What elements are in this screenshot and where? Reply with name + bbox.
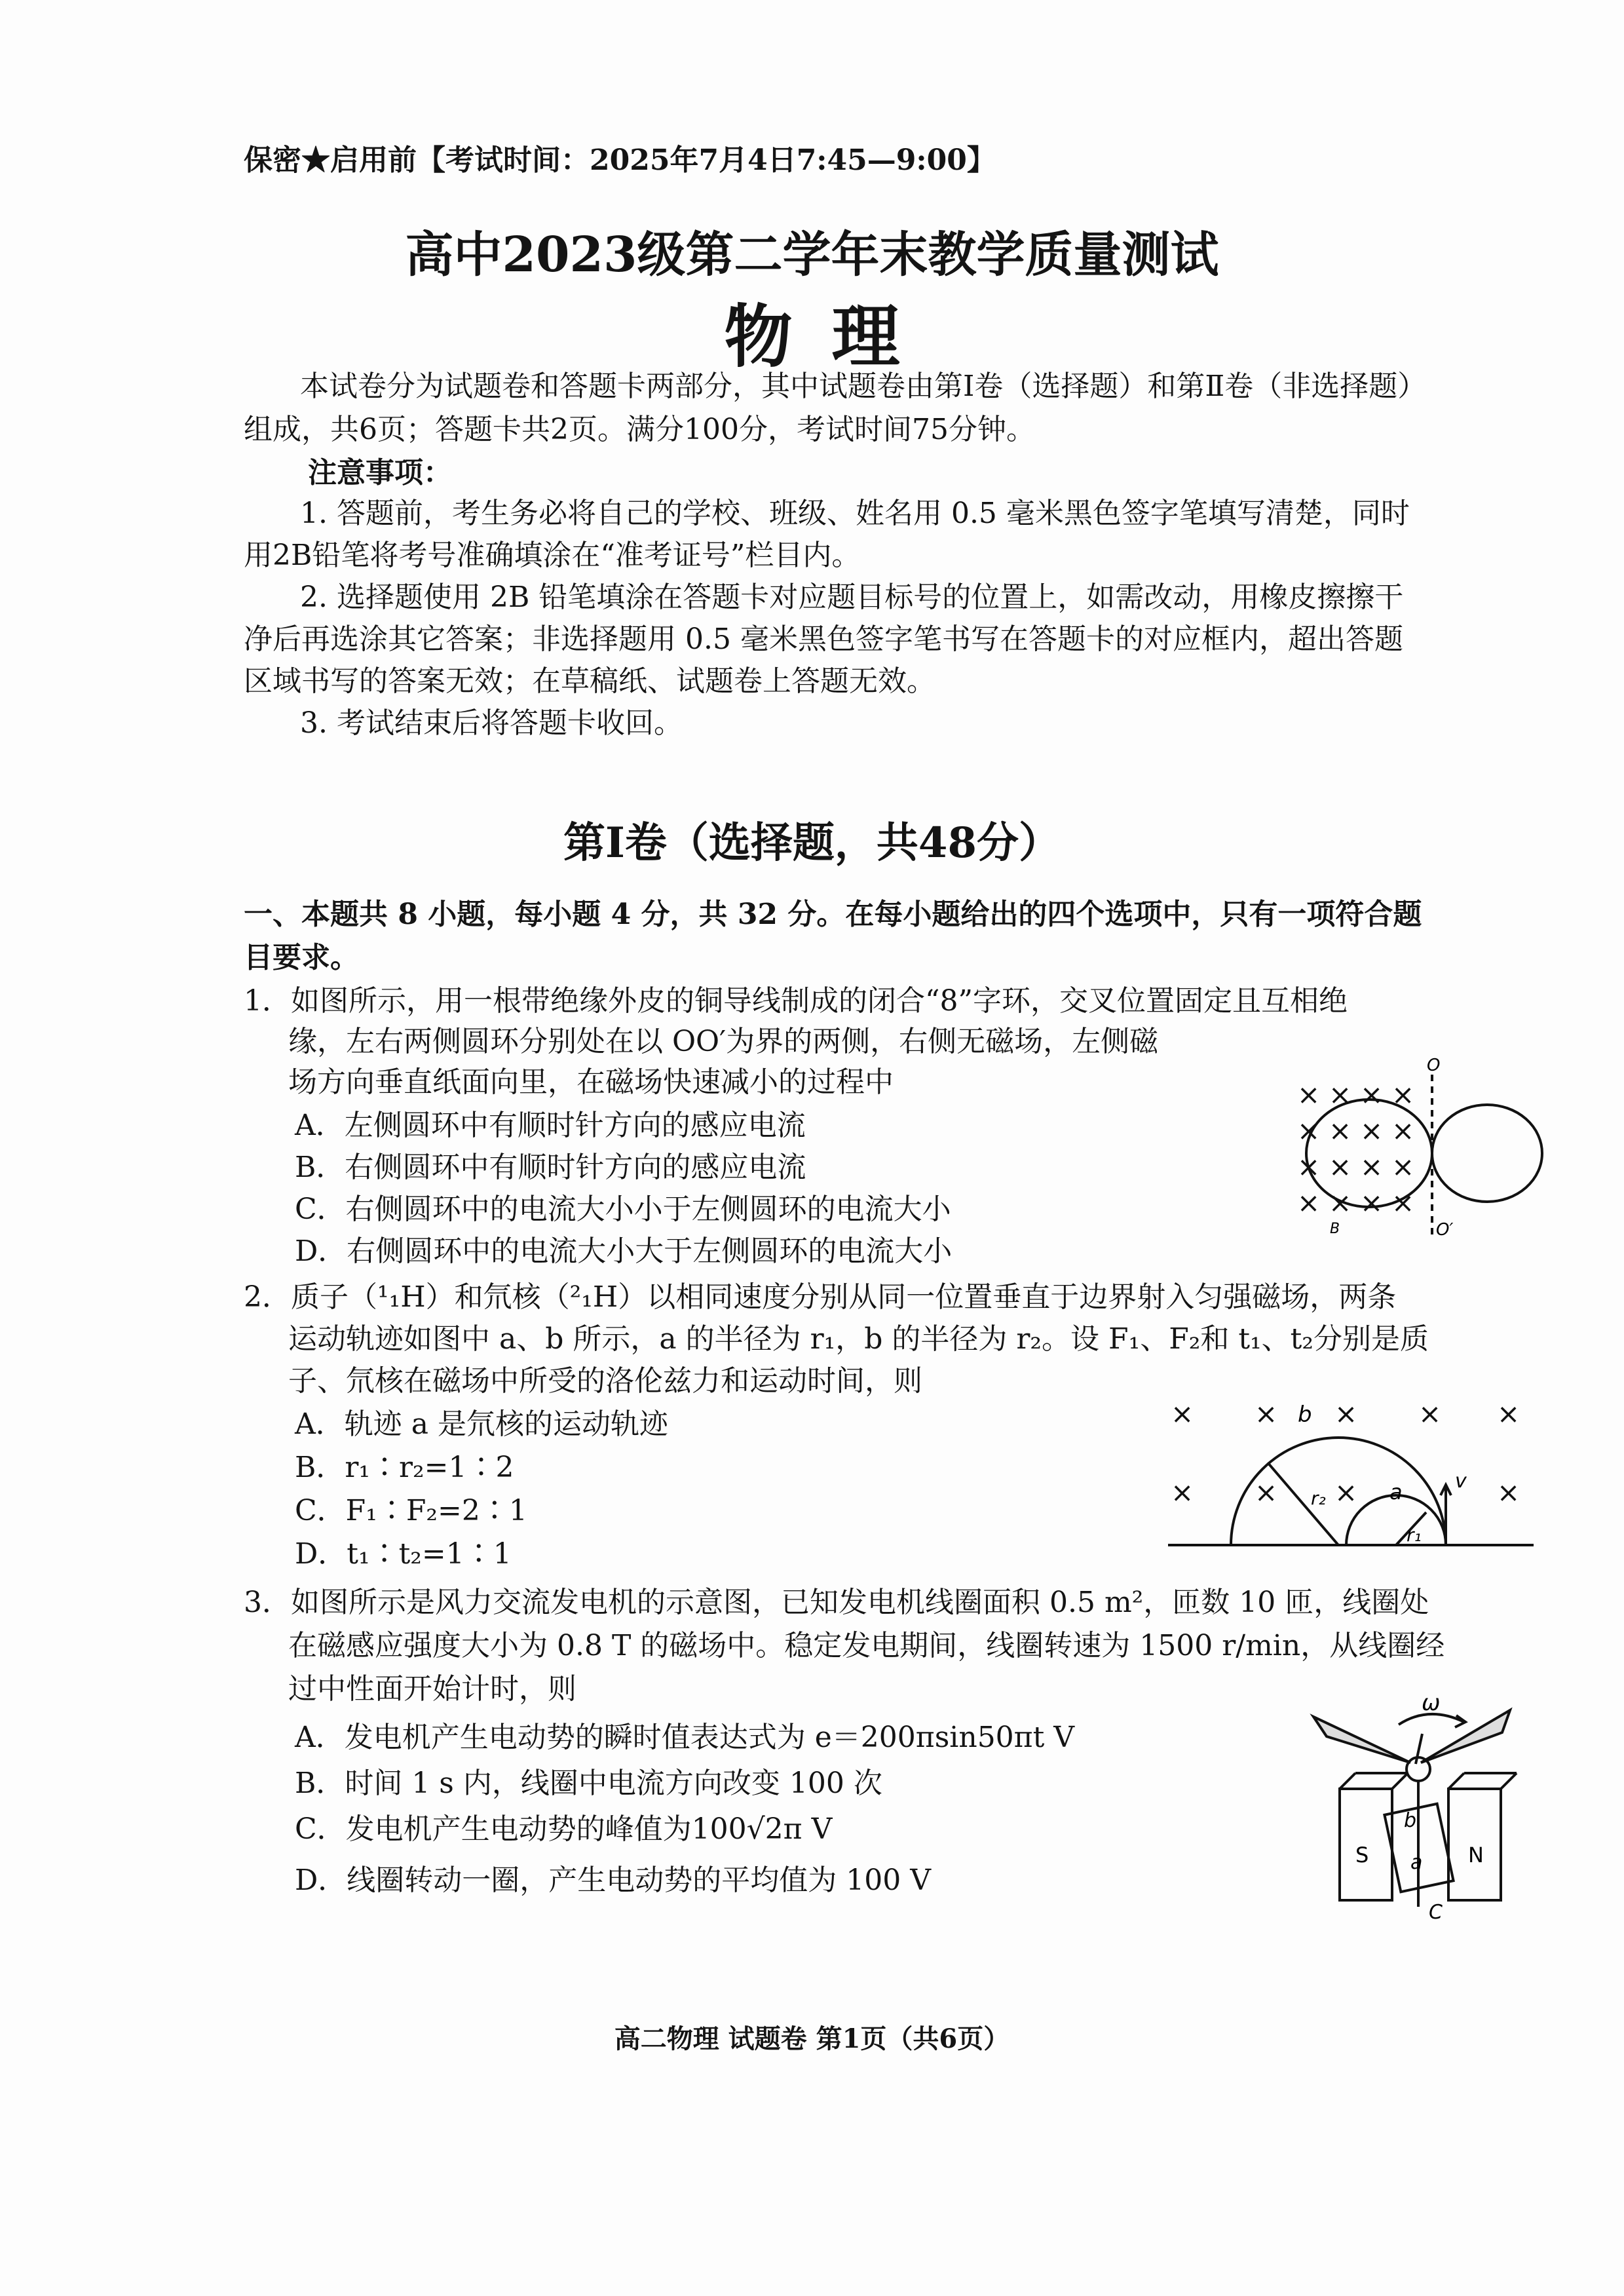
question-2-option-a: A．轨迹 a 是氘核的运动轨迹 [295,1407,668,1441]
question-2-option-c: C．F₁∶F₂=2∶1 [295,1494,527,1527]
svg-text:×: × [1497,1476,1520,1508]
blade-top [1416,1734,1422,1764]
label-v: v [1455,1470,1467,1493]
confidential-exam-time-note: 保密★启用前【考试时间：2025年7月4日7:45—9:00】 [244,144,996,177]
charged-particle-trajectory-diagram [1163,1389,1543,1553]
svg-text:×: × [1360,1115,1384,1147]
notice-line: 用2B铅笔将考号准确填涂在“准考证号”栏目内。 [244,539,861,572]
question-3-option-a: A．发电机产生电动势的瞬时值表达式为 e＝200πsin50πt V [295,1721,1075,1754]
svg-text:×: × [1360,1187,1384,1219]
svg-text:×: × [1297,1187,1321,1219]
svg-text:×: × [1391,1151,1415,1183]
svg-text:×: × [1391,1115,1415,1147]
notice-line: 区域书写的答案无效；在草稿纸、试题卷上答题无效。 [244,664,935,698]
svg-text:×: × [1329,1079,1352,1111]
question-1-stem: 1．如图所示，用一根带绝缘外皮的铜导线制成的闭合“8”字环，交叉位置固定且互相绝 [244,984,1348,1018]
svg-text:×: × [1255,1476,1278,1508]
question-2-stem: 2．质子（¹₁H）和氘核（²₁H）以相同速度分别从同一位置垂直于边界射入匀强磁场，两条 [244,1280,1397,1314]
label-b: B [1330,1221,1340,1237]
question-2-stem: 运动轨迹如图中 a、b 所示，a 的半径为 r₁，b 的半径为 r₂。设 F₁、F₂和 t₁、t₂分别是质 [288,1322,1429,1356]
blade-right [1421,1710,1510,1763]
label-a: a [1389,1480,1403,1504]
svg-text:×: × [1171,1476,1194,1508]
page-footer: 高二物理 试题卷 第1页（共6页） [614,2023,1010,2054]
subject-title: 物理 [724,296,939,377]
exam-title: 高中2023级第二学年末教学质量测试 [405,227,1219,283]
svg-text:×: × [1360,1079,1384,1111]
radius-r2 [1268,1463,1338,1545]
question-1-stem: 场方向垂直纸面向里，在磁场快速减小的过程中 [288,1065,894,1099]
svg-text:×: × [1391,1187,1415,1219]
svg-text:×: × [1360,1151,1384,1183]
figure-eight-loop-diagram [1284,1055,1559,1252]
label-r1: r₁ [1407,1524,1422,1546]
label-r2: r₂ [1311,1487,1326,1509]
question-3-stem: 3．如图所示是风力交流发电机的示意图，已知发电机线圈面积 0.5 m²，匝数 10 匝，线圈处 [244,1586,1429,1619]
question-1-option-b: B．右侧圆环中有顺时针方向的感应电流 [295,1151,806,1184]
question-1-stem: 缘，左右两侧圆环分别处在以 OO′为界的两侧，右侧无磁场，左侧磁 [288,1025,1159,1058]
intro-line-1: 本试卷分为试题卷和答题卡两部分，其中试题卷由第Ⅰ卷（选择题）和第Ⅱ卷（非选择题） [300,370,1427,403]
svg-text:×: × [1297,1151,1321,1183]
svg-text:×: × [1297,1115,1321,1147]
notice-line: 3. 考试结束后将答题卡收回。 [300,706,683,740]
svg-text:×: × [1255,1398,1278,1430]
notice-line: 1. 答题前，考生务必将自己的学校、班级、姓名用 0.5 毫米黑色签字笔填写清楚，同时 [300,497,1410,530]
label-omega: ω [1422,1691,1441,1716]
question-2-stem: 子、氘核在磁场中所受的洛伦兹力和运动时间，则 [288,1364,922,1398]
part-one-instruction: 一、本题共 8 小题，每小题 4 分，共 32 分。在每小题给出的四个选项中，只有一项符合题 [244,898,1422,931]
label-o-prime: O′ [1436,1220,1454,1240]
question-2-option-b: B．r₁∶r₂=1∶2 [295,1451,514,1484]
question-3-option-b: B．时间 1 s 内，线圈中电流方向改变 100 次 [295,1767,882,1800]
label-b: b [1298,1402,1312,1428]
question-3-stem: 过中性面开始计时，则 [288,1672,576,1706]
notice-line: 2. 选择题使用 2B 铅笔填涂在答题卡对应题目标号的位置上，如需改动，用橡皮擦擦干 [300,581,1404,614]
question-2-option-d: D．t₁∶t₂=1∶1 [295,1537,512,1571]
label-o: O [1427,1056,1441,1075]
svg-text:×: × [1391,1079,1415,1111]
question-3-option-c: C．发电机产生电动势的峰值为100√2π V [295,1812,833,1846]
svg-text:×: × [1329,1187,1352,1219]
question-1-option-d: D．右侧圆环中的电流大小大于左侧圆环的电流大小 [295,1234,953,1268]
question-1-option-c: C．右侧圆环中的电流大小小于左侧圆环的电流大小 [295,1193,951,1226]
hub [1407,1757,1430,1781]
wind-generator-diagram [1300,1691,1549,1926]
svg-text:×: × [1418,1398,1442,1430]
question-3-stem: 在磁感应强度大小为 0.8 T 的磁场中。稳定发电期间，线圈转速为 1500 r/min，从线圈经 [288,1629,1445,1662]
label-s: S [1355,1843,1369,1867]
svg-text:×: × [1297,1079,1321,1111]
question-1-option-a: A．左侧圆环中有顺时针方向的感应电流 [295,1109,806,1142]
svg-text:×: × [1329,1115,1352,1147]
label-c: C [1429,1901,1443,1924]
svg-text:×: × [1334,1398,1358,1430]
svg-text:×: × [1334,1476,1358,1508]
question-3-option-d: D．线圈转动一圈，产生电动势的平均值为 100 V [295,1864,932,1897]
magnetic-field-crosses [1171,1398,1520,1508]
label-b: b [1404,1809,1417,1832]
section-title: 第Ⅰ卷（选择题，共48分） [563,818,1061,868]
svg-text:×: × [1329,1151,1352,1183]
notice-line: 净后再选涂其它答案；非选择题用 0.5 毫米黑色签字笔书写在答题卡的对应框内，超出答题 [244,622,1403,656]
label-n: N [1468,1843,1484,1867]
svg-text:×: × [1171,1398,1194,1430]
right-loop [1432,1105,1542,1202]
blade-left [1313,1717,1410,1763]
label-a: a [1410,1851,1423,1874]
svg-text:×: × [1497,1398,1520,1430]
intro-line-2: 组成，共6页；答题卡共2页。满分100分，考试时间75分钟。 [244,413,1035,446]
notice-heading: 注意事项： [308,456,452,489]
part-one-instruction: 目要求。 [244,941,359,974]
